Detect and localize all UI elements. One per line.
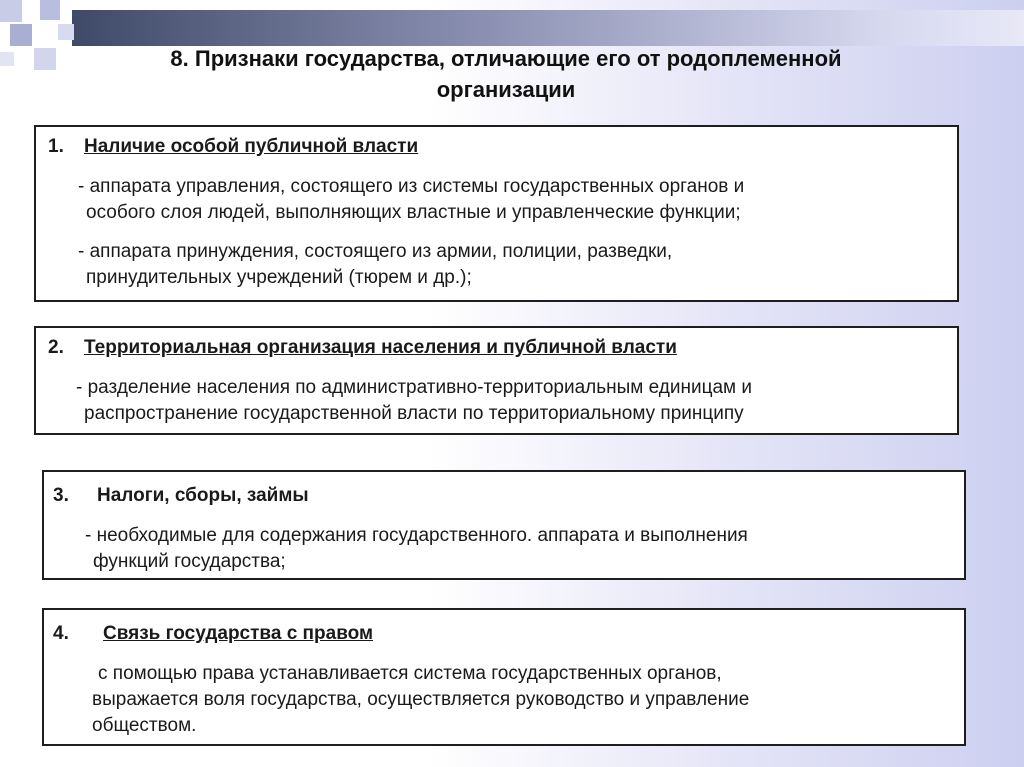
section-heading bbox=[48, 336, 677, 360]
section-number: 1. bbox=[48, 136, 64, 157]
section-box-4 bbox=[42, 608, 966, 746]
section-number: 2. bbox=[48, 337, 64, 358]
section-heading bbox=[53, 484, 309, 508]
slide-title-line-1: 8. Признаки государства, отличающие его от родоплеменной bbox=[170, 46, 842, 71]
section-paragraph bbox=[78, 239, 672, 291]
section-heading-text: Связь государства с правом bbox=[103, 623, 374, 644]
section-paragraph bbox=[85, 523, 748, 575]
paragraph-line: выражается воля государства, осуществляется руководство и управление bbox=[92, 689, 750, 710]
section-number: 3. bbox=[53, 485, 69, 506]
paragraph-line: особого слоя людей, выполняющих властные и управленческие функции; bbox=[86, 202, 741, 223]
title-bar-decoration bbox=[72, 10, 1024, 46]
section-heading bbox=[48, 135, 418, 159]
paragraph-line: - аппарата принуждения, состоящего из армии, полиции, разведки, bbox=[78, 241, 673, 262]
section-number: 4. bbox=[53, 623, 69, 644]
paragraph-line: функций государства; bbox=[93, 551, 286, 572]
decorative-square bbox=[0, 0, 22, 22]
paragraph-line: - аппарата управления, состоящего из системы государственных органов и bbox=[78, 176, 745, 197]
section-box-3 bbox=[42, 470, 966, 580]
decorative-square bbox=[10, 24, 32, 46]
slide-title bbox=[60, 43, 952, 105]
section-box-2 bbox=[34, 326, 959, 435]
section-box-1 bbox=[34, 125, 959, 302]
section-paragraph bbox=[76, 375, 752, 427]
paragraph-line: обществом. bbox=[92, 715, 197, 736]
decorative-square bbox=[0, 52, 14, 66]
section-heading-text: Территориальная организация населения и публичной власти bbox=[84, 337, 677, 358]
section-paragraph bbox=[78, 174, 744, 226]
section-heading bbox=[53, 622, 373, 646]
paragraph-line: - необходимые для содержания государственного. аппарата и выполнения bbox=[85, 525, 748, 546]
paragraph-line: с помощью права устанавливается система государственных органов, bbox=[98, 663, 722, 684]
section-heading-text: Налоги, сборы, займы bbox=[97, 485, 309, 506]
section-heading-text: Наличие особой публичной власти bbox=[84, 136, 419, 157]
section-paragraph bbox=[92, 661, 749, 739]
slide-title-line-2: организации bbox=[436, 77, 576, 102]
paragraph-line: распространение государственной власти по территориальному принципу bbox=[84, 403, 744, 424]
paragraph-line: принудительных учреждений (тюрем и др.); bbox=[86, 267, 472, 288]
decorative-square bbox=[58, 24, 74, 40]
decorative-square bbox=[40, 0, 60, 20]
paragraph-line: - разделение населения по административно-территориальным единицам и bbox=[76, 377, 752, 398]
decorative-square bbox=[34, 48, 56, 70]
